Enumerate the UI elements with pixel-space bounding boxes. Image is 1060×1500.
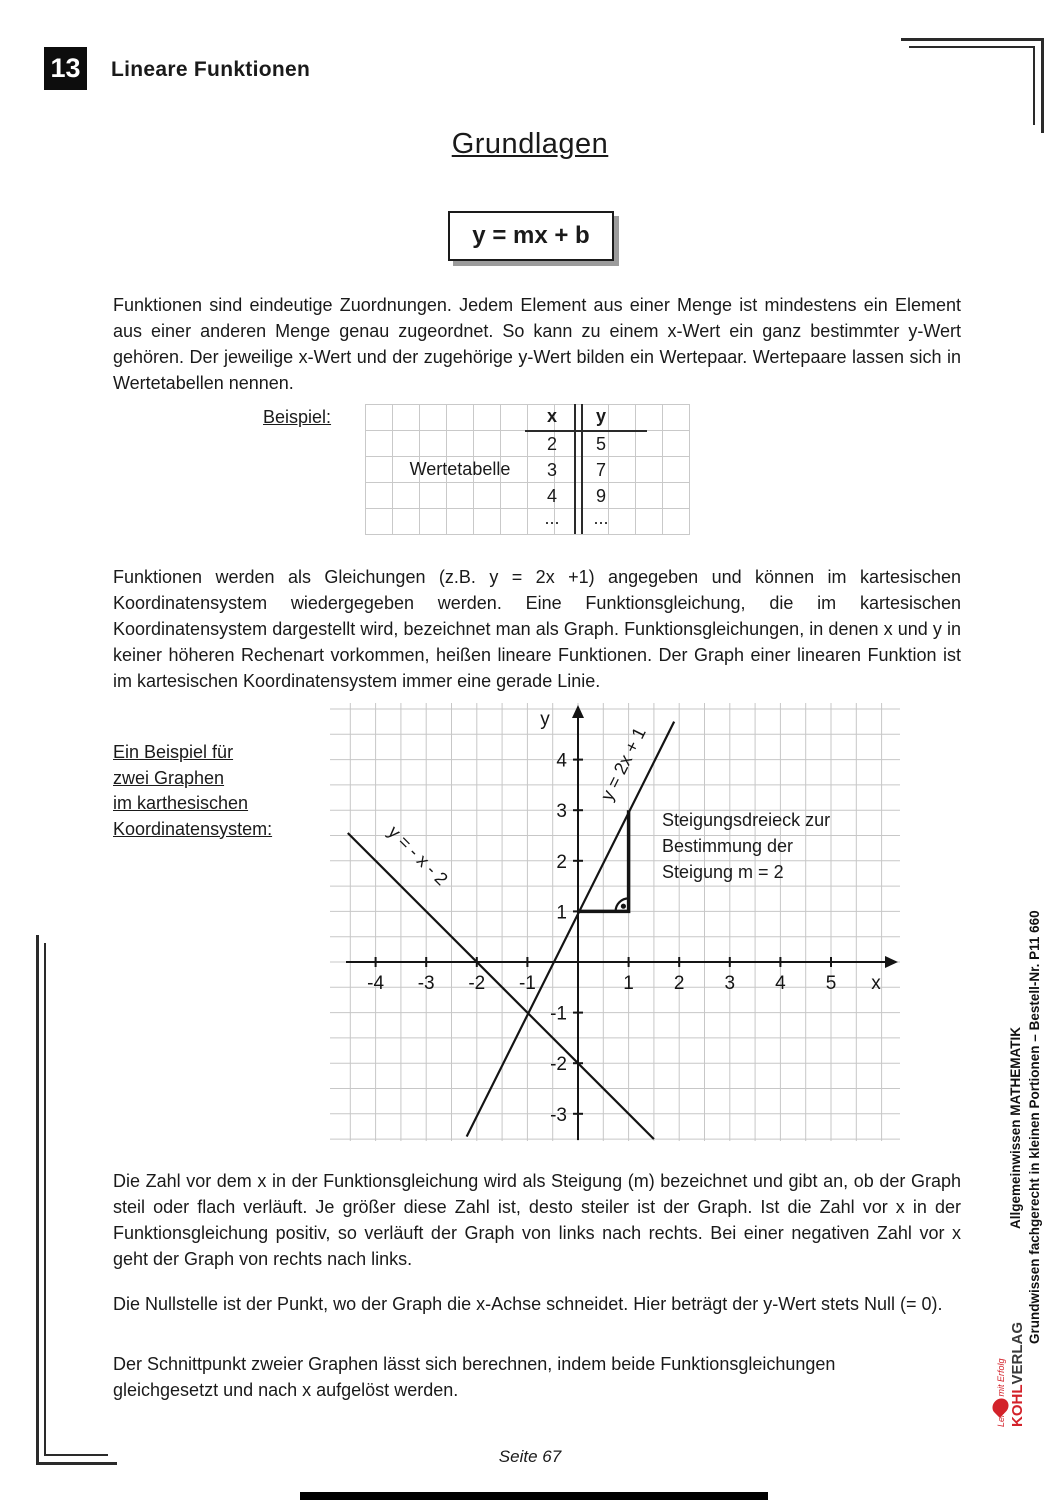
publisher-logo-verlag: VERLAG — [1009, 1321, 1026, 1385]
graph-intro-line: zwei Graphen — [113, 767, 225, 788]
table-cell: 3 — [546, 460, 557, 480]
sidebar-vertical-text — [1006, 865, 1044, 1390]
publisher-logo — [992, 1321, 1026, 1427]
intro-paragraph: Funktionen sind eindeutige Zuordnungen. Jedem Element aus einer Menge ist mindestens ein Element aus einer anderen Menge genau zugeordnet. So kann zu einem x-Wert ein ganz bestimmter y-Wert gehören. Der jeweilige x-Wert und der zugehörige y-Wert bilden ein Wertepaar. Wertepaare lassen sich in Wertetabellen nennen. — [113, 295, 961, 393]
slope-triangle-annotation — [662, 807, 882, 885]
publisher-logo-kohl: KOHL — [1009, 1384, 1026, 1427]
svg-text:x: x — [871, 973, 881, 994]
publisher-logo-text — [992, 1321, 1026, 1427]
table-cell: 9 — [595, 486, 606, 506]
value-table-label: Wertetabelle — [409, 459, 511, 479]
value-table-grid — [365, 404, 690, 535]
svg-text:5: 5 — [825, 973, 837, 994]
table-cell: 5 — [595, 434, 606, 454]
svg-text:4: 4 — [775, 973, 786, 994]
annotation-line: Steigungsdreieck zur — [662, 810, 831, 830]
schnittpunkt-paragraph: Der Schnittpunkt zweier Graphen lässt sich berechnen, indem beide Funktionsgleichungen gleichgesetzt und nach x aufgelöst werden. — [113, 1354, 836, 1400]
svg-text:2: 2 — [673, 973, 685, 994]
slope-paragraph: Die Zahl vor dem x in der Funktionsgleichung wird als Steigung (m) bezeichnet und gibt an, ob der Graph steil oder flach verläuft. Je größer diese Zahl ist, desto steiler ist der Graph. Ist die Zahl vor x in der Funktionsgleichung positiv, so verläuft der Graph von links nach rechts. Bei einer negativen Zahl vor x geht der Graph von rechts nach links. — [113, 1171, 961, 1269]
page-number: Seite 67 — [498, 1447, 562, 1466]
chapter-title: Lineare Funktionen — [111, 58, 311, 81]
svg-text:-4: -4 — [367, 973, 385, 994]
table-cell: 2 — [546, 434, 557, 454]
coordinate-system-svg — [330, 703, 900, 1141]
table-header-x: x — [546, 406, 557, 426]
annotation-line: Bestimmung der — [662, 836, 794, 856]
svg-text:-2: -2 — [468, 973, 486, 994]
svg-text:-3: -3 — [417, 973, 435, 994]
annotation-line: Steigung m = 2 — [662, 862, 784, 882]
table-header-y: y — [595, 406, 606, 426]
table-header-underline — [525, 430, 647, 432]
page-heading: Grundlagen — [451, 128, 609, 160]
sidebar-subtitle: Grundwissen fachgerecht in kleinen Portionen – Bestell-Nr. P11 660 — [1027, 910, 1042, 1345]
svg-text:y: y — [540, 709, 550, 730]
graph-intro-line: im karthesischen — [113, 793, 249, 813]
table-cell: 7 — [595, 460, 606, 480]
svg-text:y = 2x + 1: y = 2x + 1 — [596, 724, 650, 804]
formula-box: y = mx + b — [448, 211, 614, 261]
svg-text:-1: -1 — [518, 973, 536, 994]
nullstelle-paragraph: Die Nullstelle ist der Punkt, wo der Graph die x-Achse schneidet. Hier beträgt der y-Wert stets Null (= 0). — [113, 1294, 943, 1314]
corner-frame-top-right-inner — [909, 46, 1035, 125]
svg-text:-1: -1 — [550, 1003, 567, 1025]
svg-text:4: 4 — [556, 750, 567, 772]
bottom-edge-mark — [300, 1492, 768, 1500]
svg-text:2: 2 — [556, 851, 567, 873]
svg-text:1: 1 — [623, 973, 634, 994]
table-cell: ... — [544, 508, 560, 528]
svg-text:-2: -2 — [550, 1054, 567, 1076]
chapter-number-badge: 13 — [44, 47, 87, 90]
graph-intro-line: Koordinatensystem: — [113, 818, 273, 839]
sidebar-series-title: Allgemeinwissen MATHEMATIK — [1008, 1026, 1023, 1229]
table-cell: ... — [593, 508, 609, 528]
svg-text:3: 3 — [724, 973, 736, 994]
table-cell: 4 — [546, 486, 557, 506]
svg-text:y = - x - 2: y = - x - 2 — [384, 821, 452, 890]
graph-intro-line: Ein Beispiel für — [113, 742, 234, 762]
coordinate-system-graph — [330, 703, 900, 1141]
svg-text:-3: -3 — [550, 1104, 567, 1126]
example-caption: Beispiel: — [263, 407, 332, 427]
svg-text:1: 1 — [556, 902, 567, 924]
graph-intro-label — [113, 740, 313, 842]
functions-paragraph: Funktionen werden als Gleichungen (z.B. y = 2x +1) angegeben und können im kartesischen Koordinatensystem wiedergegeben werden. Eine Funktionsgleichung, die im kartesischen Koordinatensystem dargestellt wird, bezeichnet man als Graph. Funktionsgleichungen, in denen x und y in keiner höheren Rechenart vorkommen, heißen lineare Funktionen. Der Graph einer linearen Funktion ist im kartesischen Koordinatensystem immer eine gerade Linie. — [113, 567, 961, 691]
svg-text:3: 3 — [556, 801, 567, 823]
publisher-logo-tagline: Lernen mit Erfolg — [996, 1358, 1006, 1427]
corner-frame-bottom-left-inner — [44, 943, 108, 1456]
